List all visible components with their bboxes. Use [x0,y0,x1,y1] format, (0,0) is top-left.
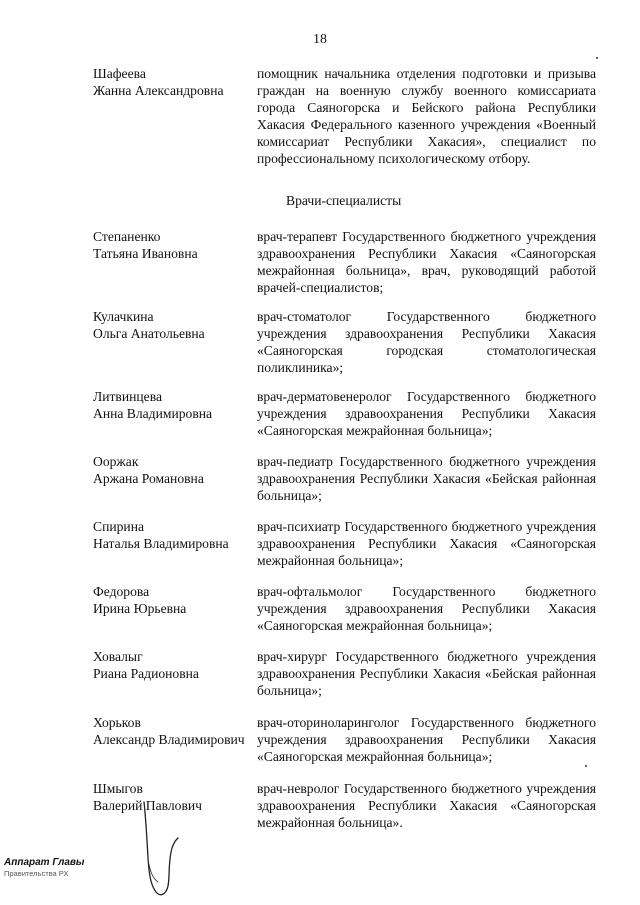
doctor-surname: Кулачкина [93,309,154,324]
doctor-surname: Хорьков [93,715,141,730]
page-number: 18 [313,32,327,47]
section-heading: Врачи-специалисты [286,193,402,208]
doctor-role: врач-оториноларинголог Государственного бюджетного учреждения здравоохранения Республики Хакасия «Саяногорская межрайонная больница»; [257,715,596,764]
doctor-role: врач-психиатр Государственного бюджетного учреждения здравоохранения Республики Хакасия «Саяногорская межрайонная больница»; [257,519,596,568]
entry-given-name: Жанна Александровна [93,83,224,98]
doctor-role: врач-хирург Государственного бюджетного учреждения здравоохранения Республики Хакасия «Бейская районная больница»; [257,649,596,698]
doctor-role: врач-офтальмолог Государственного бюджетного учреждения здравоохранения Республики Хакасия «Саяногорская межрайонная больница»; [257,584,596,633]
doctor-given-name: Александр Владимирович [93,732,245,747]
stamp-line-1: Аппарат Главы [4,857,85,868]
doctor-given-name: Валерий Павлович [93,798,202,813]
doctor-given-name: Татьяна Ивановна [93,246,198,261]
doctor-surname: Ооржак [93,454,139,469]
doctor-role: врач-дерматовенеролог Государственного бюджетного учреждения здравоохранения Республики Хакасия «Саяногорская межрайонная больница»; [257,389,596,438]
doctor-surname: Федорова [93,584,150,599]
doctor-surname: Литвинцева [93,389,162,404]
doctor-role: врач-стоматолог Государственного бюджетного учреждения здравоохранения Республики Хакасия «Саяногорская городская стоматологическая поликлиника»; [257,309,596,375]
doctor-given-name: Ирина Юрьевна [93,601,187,616]
footer-stamp [4,857,84,878]
doctor-given-name: Ольга Анатольевна [93,326,205,341]
doctor-given-name: Анна Владимировна [93,406,213,421]
entry-role: помощник начальника отделения подготовки и призыва граждан на военную службу военного комиссариата города Саяногорска и Бейского района Республики Хакасия Федерального казенного учреждения «Военный комиссариат Республики Хакасия», специалист по профессиональному психологическому отбору. [257,66,596,166]
doctor-surname: Степаненко [93,229,161,244]
doctor-surname: Шмыгов [93,781,143,796]
doctor-surname: Спирина [93,519,144,534]
entry-surname: Шафеева [93,66,146,81]
doctor-given-name: Аржана Романовна [93,471,204,486]
stamp-line-2: Правительства РХ [4,869,69,878]
doctor-given-name: Риана Радионовна [93,666,199,681]
doctor-surname: Ховалыг [93,649,143,664]
doctor-role: врач-педиатр Государственного бюджетного учреждения здравоохранения Республики Хакасия «Бейская районная больница»; [257,454,596,503]
doctor-role: врач-терапевт Государственного бюджетного учреждения здравоохранения Республики Хакасия «Саяногорская межрайонная больница», врач, руководящий работой врачей-специалистов; [257,229,596,295]
doctor-given-name: Наталья Владимировна [93,536,229,551]
doctor-role: врач-невролог Государственного бюджетного учреждения здравоохранения Республики Хакасия «Саяногорская межрайонная больница». [257,781,596,830]
